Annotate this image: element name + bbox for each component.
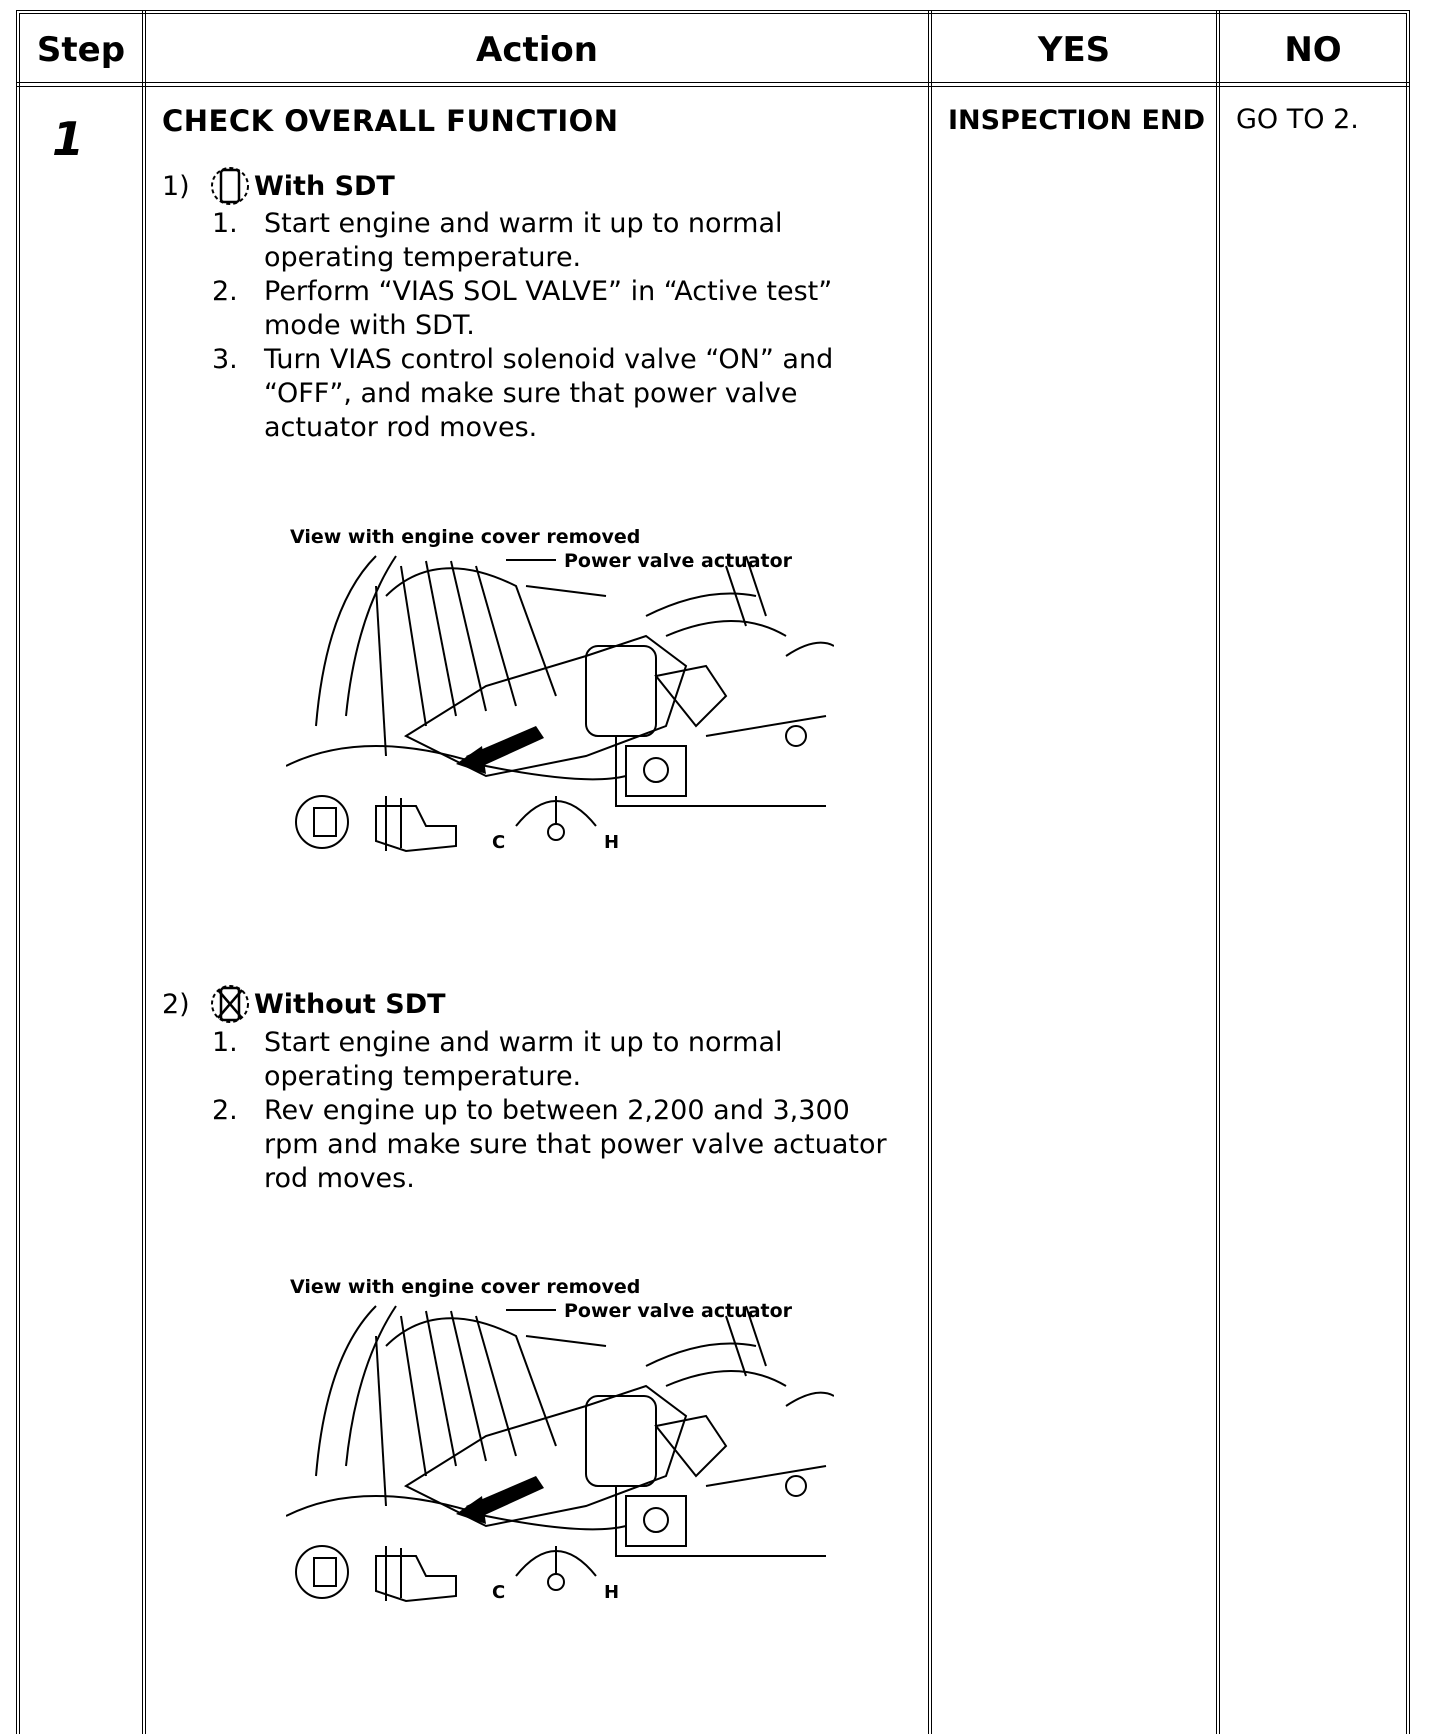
procedure-step-number: 2. <box>212 1095 238 1126</box>
column-divider <box>142 10 146 1734</box>
header-step: Step <box>36 30 126 70</box>
without-sdt-steps <box>212 1026 912 1196</box>
procedure-step <box>212 343 912 445</box>
gauge-hot-label: H <box>604 1582 620 1603</box>
header-action: Action <box>476 30 598 70</box>
figure-callout: Power valve actuator <box>564 1300 793 1322</box>
procedure-step <box>212 275 912 343</box>
gauge-cold-label: C <box>492 1582 506 1603</box>
yes-result: INSPECTION END <box>948 105 1206 136</box>
engine-illustration <box>286 1276 834 1612</box>
procedure-step-text: Rev engine up to between 2,200 and 3,300 rpm and make sure that power valve actuator rod moves. <box>264 1095 887 1194</box>
procedure-step-text: Start engine and warm it up to normal operating temperature. <box>264 1027 783 1092</box>
without-sdt-heading <box>162 982 446 1026</box>
gauge-cold-label: C <box>492 832 506 853</box>
step-number: 1 <box>52 112 85 166</box>
procedure-step-number: 2. <box>212 276 238 307</box>
procedure-step <box>212 1026 912 1094</box>
column-divider <box>1216 10 1220 1734</box>
with-sdt-heading <box>162 164 395 208</box>
without-sdt-label: Without SDT <box>254 988 446 1020</box>
procedure-step-text: Perform “VIAS SOL VALVE” in “Active test” mode with SDT. <box>264 276 833 341</box>
procedure-step-number: 1. <box>212 208 238 239</box>
with-sdt-steps <box>212 207 912 445</box>
with-sdt-label: With SDT <box>254 170 395 202</box>
engine-figure-without-sdt <box>286 1276 834 1612</box>
procedure-step-number: 3. <box>212 344 238 375</box>
figure-caption: View with engine cover removed <box>290 526 641 548</box>
header-divider <box>16 82 1410 87</box>
procedure-step-text: Start engine and warm it up to normal operating temperature. <box>264 208 783 273</box>
without-sdt-number: 2) <box>162 988 190 1020</box>
step-title: CHECK OVERALL FUNCTION <box>162 104 619 138</box>
no-sdt-tool-icon <box>210 982 250 1026</box>
with-sdt-number: 1) <box>162 170 190 202</box>
figure-callout: Power valve actuator <box>564 550 793 572</box>
header-yes: YES <box>1037 30 1111 70</box>
procedure-step-number: 1. <box>212 1027 238 1058</box>
column-divider <box>928 10 932 1734</box>
gauge-hot-label: H <box>604 832 620 853</box>
sdt-tool-icon <box>210 164 250 208</box>
procedure-step-text: Turn VIAS control solenoid valve “ON” and “OFF”, and make sure that power valve actuator rod moves. <box>264 344 834 443</box>
engine-illustration <box>286 526 834 862</box>
no-result: GO TO 2. <box>1236 104 1359 135</box>
procedure-step <box>212 1094 912 1196</box>
header-no: NO <box>1284 30 1342 70</box>
figure-caption: View with engine cover removed <box>290 1276 641 1298</box>
engine-figure-with-sdt <box>286 526 834 862</box>
procedure-step <box>212 207 912 275</box>
